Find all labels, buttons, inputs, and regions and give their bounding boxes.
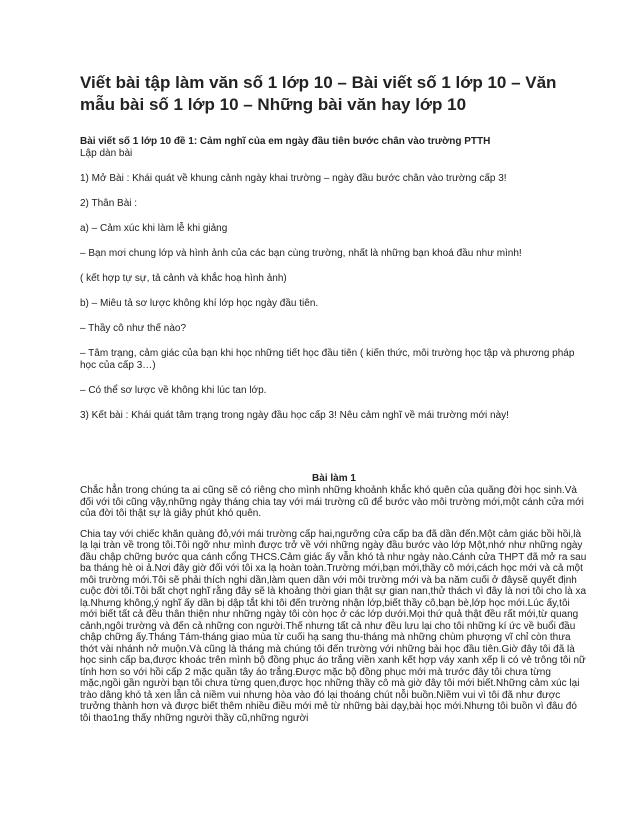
- essay-prompt: Bài viết số 1 lớp 10 đề 1: Cảm nghĩ của em ngày đầu tiên bước chân vào trường PTTH: [80, 136, 491, 147]
- outline-item: – Tâm trạng, cảm giác của bạn khi học những tiết học đầu tiên ( kiến thức, môi trường học tập và phương pháp học của cấp 3…): [80, 348, 575, 371]
- outline-item: – Bạn mơi chung lớp và hình ảnh của các bạn cùng trường, nhất là những bạn khoá đầu như mình!: [80, 248, 522, 259]
- outline-item: 1) Mở Bài : Khái quát về khung cảnh ngày khai trường – ngày đầu bước chân vào trường cấp 3!: [80, 173, 507, 184]
- outline-item: a) – Cảm xúc khi làm lễ khi giảng: [80, 223, 228, 234]
- essay-heading: Bài làm 1: [312, 473, 356, 484]
- outline-item: ( kết hợp tự sự, tả cảnh và khắc hoạ hình ảnh): [80, 273, 287, 284]
- essay-paragraph: Chia tay với chiếc khăn quàng đỏ,với mái trường cấp hai,ngưỡng cửa cấp ba đã dần đến.Một cảm giác bồi hồi,là lạ lại tràn về trong tôi.Tôi ngỡ như mình được trở về với những ngày đầu bước vào lớp Một,nhớ như những ngày đầu chập chững bước qua cánh cổng THCS.Cảm giác ấy vẫn khó tả như ngày nào.Cánh cửa THPT đã mở ra sau ba tháng hè oi ả.Nơi đây giờ đối với tôi xa lạ hoàn toàn.Trường mới,bạn mới,thầy cô mới,cách học mới và cả một môi trường mới.Tôi sẽ phải thích nghi dần,làm quen dần với môi trường mới và ba năm cuối ở đâysẽ quyết định cuộc đời tôi.Tôi bất chợt nghĩ rằng đây sẽ là khoảng thời gian thật sự gian nan,thử thách vì đây là nơi tôi cho là xa lạ.Nhưng không,ý nghĩ ấy dần bị dập tắt khi tôi đến trường nhận lớp,biết thầy cô,bạn bè,lớp học mới.Lúc ấy,tôi mới biết tất cả đều thân thiện như những ngày tôi còn học ở các lớp dưới.Mọi thứ quả thật đều rất mới,từ quang cảnh,ngôi trường và đến cả những con người.Thế nhưng tất cả như đều lưu lại cho tôi những kí ức về buổi đầu chập chững ấy.Tháng Tám-tháng giao mùa từ cuối hạ sang thu-tháng mà những chùm phượng vĩ chỉ còn thưa thớt vài nhánh nở muộn.Và cũng là tháng mà chúng tôi đến trường với những bài học đầu tiên.Giờ đây tôi đã là học sinh cấp ba,được khoác trên mình bộ đồng phục áo trắng viền xanh kết hợp váy xanh xếp li có vẻ trông tôi nữ tính hơn so với hồi cấp 2 mặc quần tây áo trắng.Được mặc bộ đồng phục mới mà trước đây tôi chưa từng mặc,ngồi gần người bạn tôi chưa từng quen,được học những thầy cô mà giờ đây tôi mới biết.Những cảm xúc lại trào dâng khó tả xen lẫn cả niềm vui nhưng hòa vào đó lại thoáng chút nỗi buồn.Niềm vui vì tôi đã như được trưởng thành hơn và được biết thêm nhiều điều mới mẻ từ những bài dạy,bài học mới.Nhưng tôi buồn vì đâu đó tôi thao1ng thấy những người thầy cũ,những người: [80, 528, 587, 724]
- outline-item: 2) Thân Bài :: [80, 198, 138, 209]
- outline-section: [80, 173, 588, 422]
- outline-item: 3) Kết bài : Khái quát tâm trạng trong ngày đầu học cấp 3! Nêu cảm nghĩ về mái trường mới này!: [80, 410, 509, 421]
- outline-item: – Thầy cô như thế nào?: [80, 323, 187, 334]
- page-title: Viết bài tập làm văn số 1 lớp 10 – Bài viết số 1 lớp 10 – Văn mẫu bài số 1 lớp 10 – Những bài văn hay lớp 10: [80, 73, 557, 114]
- section-spacer: [80, 435, 588, 473]
- outline-label: Lập dàn bài: [80, 148, 133, 159]
- outline-item: b) – Miêu tả sơ lược không khí lớp học ngày đầu tiên.: [80, 298, 319, 309]
- essay-body: [80, 485, 588, 724]
- outline-item: – Có thể sơ lược về không khi lúc tan lớp.: [80, 385, 267, 396]
- essay-paragraph: Chắc hẳn trong chúng ta ai cũng sẽ có riêng cho mình những khoảnh khắc khó quên của quãng đời học sinh.Và đối với tôi cũng vậy,những ngày tháng chia tay với mái trường cũ để bước vào môi trường mới,một cánh cửa mới của đời tôi thật sự là giây phút khó quên.: [80, 485, 584, 519]
